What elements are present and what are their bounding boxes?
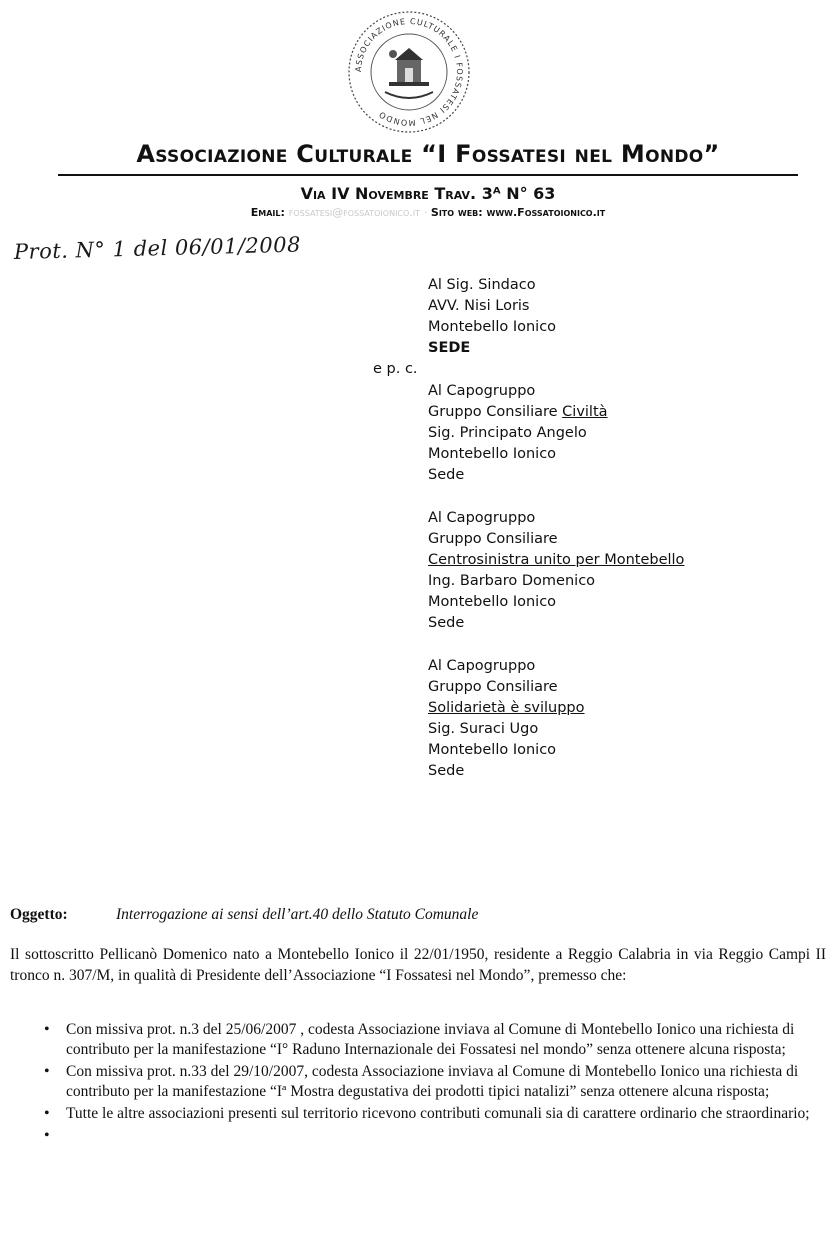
website-value[interactable]: www.Fossatoionico.it [486, 206, 606, 219]
recipient-line: Sede [428, 763, 465, 779]
recipient-line: Al Capogruppo [428, 658, 536, 674]
recipient-line: SEDE [428, 340, 471, 356]
recipient-line: Montebello Ionico [428, 446, 557, 462]
seal-ring-text: ASSOCIAZIONE CULTURALE I FOSSATESI NEL MONDO [353, 16, 465, 128]
recipient-line: Ing. Barbaro Domenico [428, 573, 596, 589]
recipient-line: Gruppo Consiliare [428, 531, 558, 547]
list-item: • Con missiva prot. n.33 del 29/10/2007, codesta Associazione inviava al Comune di Montebello Ionico una richiesta di contributo per la manifestazione “Iª Mostra degustativa dei prodotti tipici natalizi” senza ottenere alcuna risposta; [40, 1062, 820, 1102]
subject-line [10, 906, 478, 924]
recipient-line: Al Capogruppo [428, 510, 536, 526]
recipient-line: Montebello Ionico [428, 742, 557, 758]
list-item [40, 1126, 820, 1140]
email-value[interactable]: fossatesi@fossatoionico.it [288, 206, 421, 219]
subject-label: Oggetto: [10, 906, 68, 923]
recipient-line: Montebello Ionico [428, 319, 557, 335]
email-label: Email: [250, 206, 285, 219]
recipient-line: Al Sig. Sindaco [428, 277, 536, 293]
list-item: • Tutte le altre associazioni presenti sul territorio ricevono contributi comunali sia di carattere ordinario che straordinario; [40, 1104, 820, 1124]
recipient-group-label: Gruppo Consiliare [428, 404, 563, 420]
association-seal-logo [345, 8, 473, 136]
recipient-line: AVV. Nisi Loris [428, 298, 530, 314]
recipient-line: Sig. Suraci Ugo [428, 721, 539, 737]
body-paragraph: Il sottoscritto Pellicanò Domenico nato a Montebello Ionico il 22/01/1950, residente a Reggio Calabria in via Reggio Campi II tronco n. 307/M, in qualità di Presidente dell’Associazione “I Fossatesi nel Mondo”, premesso che: [10, 946, 826, 984]
subject-text: Interrogazione ai sensi dell’art.40 dello Statuto Comunale [116, 906, 479, 923]
association-name: Associazione Culturale “I Fossatesi nel Mondo” [136, 140, 720, 168]
recipient-line: Montebello Ionico [428, 594, 557, 610]
list-item: • Con missiva prot. n.3 del 25/06/2007 , codesta Associazione inviava al Comune di Montebello Ionico una richiesta di contributo per la manifestazione “I° Raduno Internazionale dei Fossatesi nel mondo” senza ottenere alcuna risposta; [40, 1020, 820, 1060]
recipient-line: Sede [428, 467, 465, 483]
recipient-group-name: Centrosinistra unito per Montebello [428, 552, 685, 568]
epc-label: e p. c. [373, 361, 418, 377]
recipient-line: Sede [428, 615, 465, 631]
recipient-group-name: Civiltà [562, 404, 608, 420]
recipient-line: Gruppo Consiliare [428, 679, 558, 695]
association-address: Via IV Novembre Trav. 3ᴬ N° 63 [300, 184, 556, 203]
header-divider [58, 174, 798, 176]
recipients-block [428, 275, 808, 782]
premises-list [40, 1020, 820, 1142]
handwritten-protocol-number: Prot. N° 1 del 06/01/2008 [13, 232, 302, 264]
website-label: Sito web: [430, 206, 483, 219]
recipient-line [428, 402, 808, 423]
recipient-line: Al Capogruppo [428, 383, 536, 399]
recipient-line: Sig. Principato Angelo [428, 425, 587, 441]
recipient-group-name: Solidarietà è sviluppo [428, 700, 585, 716]
contact-line: Email: fossatesi@fossatoionico.it · Sito web: www.Fossatoionico.it [250, 206, 606, 219]
